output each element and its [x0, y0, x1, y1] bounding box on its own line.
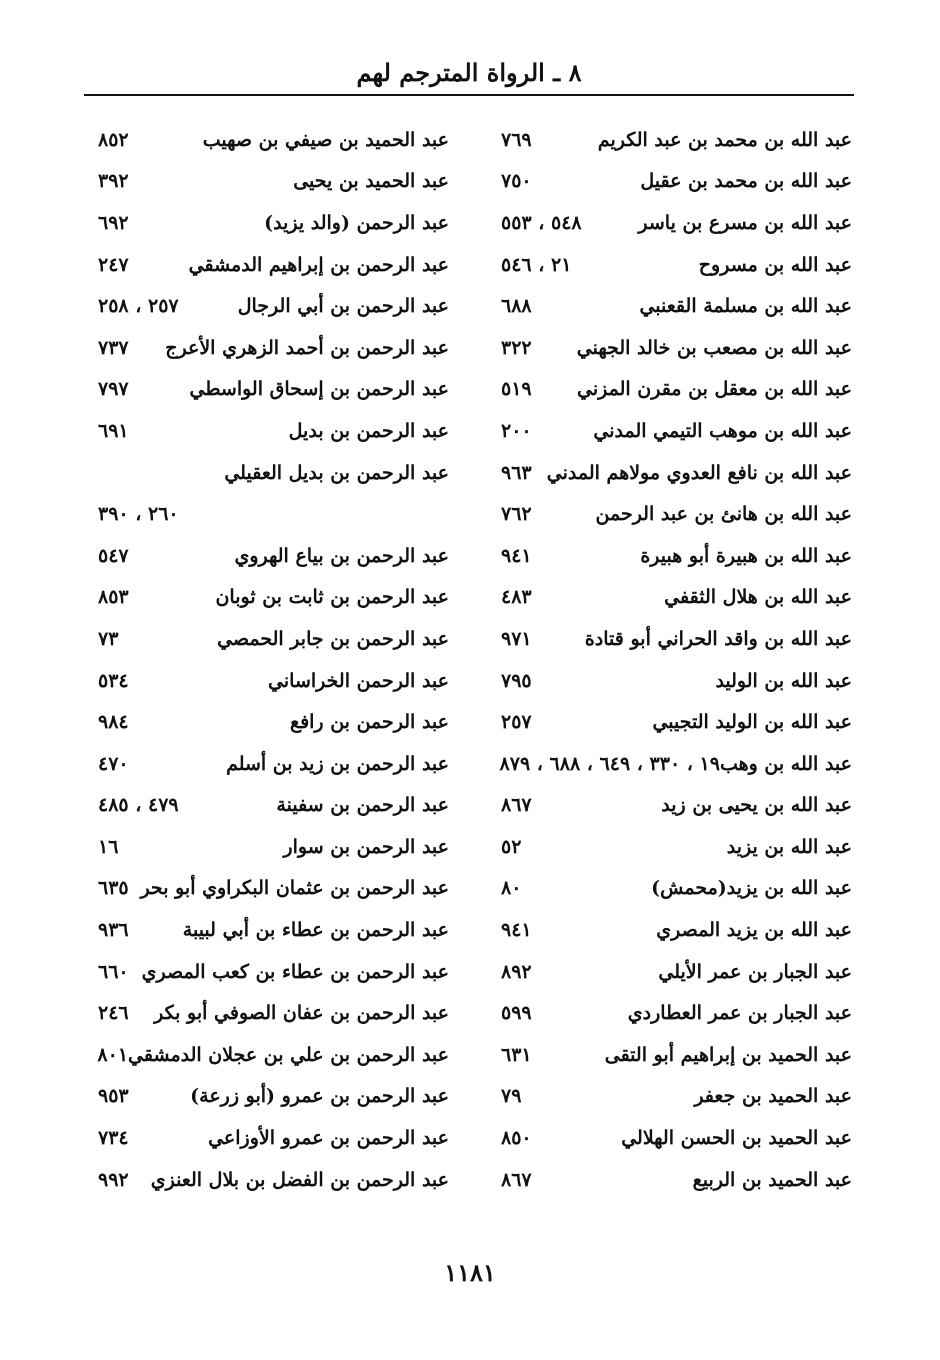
narrator-name: عبد الرحمن بن عمرو (أبو زرعة) — [190, 1085, 449, 1108]
narrator-name: عبد الجبار بن عمر الأيلي — [658, 960, 852, 983]
narrator-name: عبد الرحمن بن سفينة — [276, 794, 449, 817]
index-entry — [94, 202, 449, 244]
index-entry — [94, 660, 449, 702]
index-entry — [497, 202, 852, 244]
index-entry — [497, 701, 852, 743]
index-entry — [497, 1076, 852, 1118]
narrator-name: عبد الله بن الوليد التجيبي — [652, 711, 852, 734]
page-references: ٤٧٠ — [98, 752, 129, 775]
narrator-name: عبد الرحمن بن علي بن عجلان الدمشقي — [128, 1043, 449, 1066]
page-references: ٨٥٣ — [98, 586, 129, 609]
index-entry — [497, 992, 852, 1034]
index-entry — [497, 826, 852, 868]
index-entry — [497, 369, 852, 411]
narrator-name: عبد الله بن وهب — [719, 752, 852, 775]
index-entry — [497, 1117, 852, 1159]
index-entry — [94, 1076, 449, 1118]
narrator-name: عبد الرحمن بن عمرو الأوزاعي — [208, 1127, 449, 1150]
narrator-name: عبد الحميد بن الربيع — [692, 1168, 852, 1191]
index-entry — [94, 992, 449, 1034]
page-references: ٥٤٨ ، ٥٥٣ — [501, 211, 582, 234]
narrator-name: عبد الرحمن بن عطاء بن كعب المصري — [141, 960, 449, 983]
narrator-name: عبد الحميد بن الحسن الهلالي — [621, 1127, 852, 1150]
page-references: ٨٦٧ — [501, 794, 532, 817]
page-references: ٦٦٠ — [98, 960, 129, 983]
index-entry — [497, 743, 852, 785]
index-entry — [94, 410, 449, 452]
page-references: ٨٥٠ — [501, 1127, 532, 1150]
index-entry — [497, 161, 852, 203]
page-references: ٥١٩ — [501, 378, 532, 401]
narrator-name: عبد الله بن محمد بن عبد الكريم — [597, 128, 852, 151]
index-entry — [497, 1159, 852, 1201]
narrator-name: عبد الحميد بن يحيى — [293, 170, 449, 193]
page-references: ٥٣٤ — [98, 669, 129, 692]
page-references: ٦٩٢ — [98, 211, 129, 234]
narrator-name: عبد الله بن مسرع بن ياسر — [638, 211, 852, 234]
index-entry — [94, 327, 449, 369]
page-references: ٦٨٨ — [501, 295, 532, 318]
page-references: ٥٤٧ — [98, 544, 129, 567]
index-entry — [497, 868, 852, 910]
narrator-name: عبد الحميد بن صيفي بن صهيب — [202, 128, 449, 151]
narrator-name: عبد الرحمن (والد يزيد) — [264, 211, 449, 234]
page-references: ٢٠٠ — [501, 419, 532, 442]
page-references: ٨٦٧ — [501, 1168, 532, 1191]
page-references: ٧٣٧ — [98, 336, 129, 359]
narrator-name: عبد الله بن يحيى بن زيد — [661, 794, 852, 817]
narrator-name: عبد الرحمن بن عثمان البكراوي أبو بحر — [140, 877, 449, 900]
page-references: ٣٩٢ — [98, 170, 129, 193]
page-references: ٧٦٩ — [501, 128, 532, 151]
page-references: ٤٨٣ — [501, 586, 532, 609]
narrator-name: عبد الرحمن بن إسحاق الواسطي — [189, 378, 449, 401]
page-references: ٢٦٠ ، ٣٩٠ — [98, 503, 179, 526]
page-number: ١١٨١ — [444, 1258, 496, 1287]
page-references: ٧٣ — [98, 627, 119, 650]
page-references: ٧٩ — [501, 1085, 522, 1108]
page-references: ٢٤٧ — [98, 253, 129, 276]
page-references: ٨٩٢ — [501, 960, 532, 983]
narrator-name: عبد الله بن هانئ بن عبد الرحمن — [595, 503, 852, 526]
narrator-name: عبد الله بن يزيد المصري — [656, 919, 852, 942]
page-references: ٧٦٢ — [501, 503, 532, 526]
narrator-name: عبد الرحمن الخراساني — [268, 669, 449, 692]
page-references: ٢٤٦ — [98, 1002, 129, 1025]
narrator-name: عبد الرحمن بن سوار — [283, 835, 449, 858]
index-entry — [94, 1117, 449, 1159]
narrator-name: عبد الحميد بن جعفر — [694, 1085, 852, 1108]
page-references: ٥٢ — [501, 835, 522, 858]
index-entry — [497, 410, 852, 452]
page-references: ٨٠١ — [97, 1043, 129, 1066]
index-entry — [497, 785, 852, 827]
narrator-name: عبد الرحمن بن أبي الرجال — [237, 295, 449, 318]
right-column — [497, 119, 852, 1200]
page-references: ٩٦٣ — [501, 461, 532, 484]
page-references: ٧٥٠ — [501, 170, 532, 193]
narrator-name: عبد الله بن مسروح — [698, 253, 852, 276]
narrator-name: عبد الله بن مسلمة القعنبي — [639, 295, 852, 318]
narrator-name: عبد الرحمن بن ثابت بن ثوبان — [215, 586, 449, 609]
narrator-name: عبد الحميد بن إبراهيم أبو التقى — [604, 1043, 852, 1066]
index-entry — [94, 285, 449, 327]
narrator-name: عبد الرحمن بن زيد بن أسلم — [226, 752, 449, 775]
index-entry — [94, 785, 449, 827]
index-entry — [94, 119, 449, 161]
index-entry — [497, 1034, 852, 1076]
left-column — [94, 119, 449, 1200]
page-references: ٩٤١ — [501, 919, 532, 942]
index-entry — [94, 826, 449, 868]
index-entry — [497, 119, 852, 161]
narrator-name: عبد الرحمن بن بديل — [288, 419, 449, 442]
index-entry — [94, 1034, 449, 1076]
index-entry — [94, 868, 449, 910]
narrator-name: عبد الله بن نافع العدوي مولاهم المدني — [546, 461, 852, 484]
page-references: ٤٧٩ ، ٤٨٥ — [98, 794, 179, 817]
page-references: ٢١ ، ٥٤٦ — [501, 253, 572, 276]
index-entry — [94, 244, 449, 286]
narrator-name: عبد الله بن يزيد — [726, 835, 852, 858]
page-references: ٦٣١ — [501, 1043, 532, 1066]
narrator-name: عبد الرحمن بن رافع — [289, 711, 449, 734]
narrator-name: عبد الله بن يزيد(محمش) — [651, 877, 852, 900]
index-entry — [497, 618, 852, 660]
running-header: ٨ ـ الرواة المترجم لهم — [356, 58, 582, 87]
narrator-name: عبد الرحمن بن عطاء بن أبي لبيبة — [182, 919, 449, 942]
index-entry — [497, 951, 852, 993]
narrator-name: عبد الرحمن بن عفان الصوفي أبو بكر — [154, 1002, 449, 1025]
narrator-name: عبد الرحمن بن جابر الحمصي — [217, 627, 449, 650]
page-references: ٩٩٢ — [98, 1168, 129, 1191]
index-entry — [497, 493, 852, 535]
index-entry — [497, 660, 852, 702]
page-references: ٩٣٦ — [98, 919, 129, 942]
narrator-name: عبد الله بن واقد الحراني أبو قتادة — [584, 627, 852, 650]
page-references: ٨٥٢ — [98, 128, 129, 151]
page-references: ٢٥٧ — [501, 711, 532, 734]
index-entry — [94, 577, 449, 619]
narrator-name: عبد الله بن محمد بن عقيل — [640, 170, 852, 193]
index-entry — [497, 577, 852, 619]
index-entry — [497, 285, 852, 327]
narrator-name: عبد الرحمن بن بياع الهروي — [234, 544, 449, 567]
index-entry — [94, 909, 449, 951]
narrator-name: عبد الرحمن بن إبراهيم الدمشقي — [188, 253, 449, 276]
index-entry — [497, 244, 852, 286]
index-entry — [497, 909, 852, 951]
page-references: ٧٩٥ — [501, 669, 532, 692]
page-references: ٩٤١ — [501, 544, 532, 567]
index-entry — [94, 1159, 449, 1201]
index-entry — [94, 369, 449, 411]
narrator-name: عبد الله بن هلال الثقفي — [664, 586, 852, 609]
index-entry — [94, 452, 449, 535]
narrator-name: عبد الله بن الوليد — [715, 669, 852, 692]
narrator-name: عبد الجبار بن عمر العطاردي — [627, 1002, 852, 1025]
index-entry — [94, 743, 449, 785]
page-references: ٧٩٧ — [98, 378, 129, 401]
page-references: ٧٣٤ — [98, 1127, 129, 1150]
page-references: ٩٧١ — [501, 627, 532, 650]
narrator-name: عبد الرحمن بن الفضل بن بلال العنزي — [150, 1168, 449, 1191]
page-references: ٩٥٣ — [98, 1085, 129, 1108]
page-references: ٣٢٢ — [501, 336, 532, 359]
narrator-name: عبد الله بن موهب التيمي المدني — [593, 419, 852, 442]
page-references: ١٦ — [98, 835, 119, 858]
header-rule — [84, 94, 854, 96]
page-references: ٨٠ — [501, 877, 522, 900]
narrator-name: عبد الرحمن بن بديل العقيلي — [224, 461, 449, 484]
narrator-name: عبد الله بن معقل بن مقرن المزني — [576, 378, 852, 401]
index-entry — [94, 618, 449, 660]
index-entry — [94, 701, 449, 743]
index-entry — [94, 951, 449, 993]
page-references: ٢٥٧ ، ٢٥٨ — [98, 295, 179, 318]
page-references: ٩٨٤ — [98, 711, 129, 734]
page-references: ٦٣٥ — [98, 877, 129, 900]
page-references: ١٩ ، ٣٣٠ ، ٦٤٩ ، ٦٨٨ ، ٨٧٩ — [499, 752, 720, 775]
index-entry — [497, 452, 852, 494]
narrator-name: عبد الرحمن بن أحمد الزهري الأعرج — [165, 336, 449, 359]
page-references: ٥٩٩ — [501, 1002, 532, 1025]
page-references: ٦٩١ — [98, 419, 129, 442]
index-entry — [497, 535, 852, 577]
index-entry — [94, 161, 449, 203]
narrator-name: عبد الله بن مصعب بن خالد الجهني — [576, 336, 852, 359]
index-entry — [497, 327, 852, 369]
narrator-name: عبد الله بن هبيرة أبو هبيرة — [640, 544, 852, 567]
index-entry — [94, 535, 449, 577]
